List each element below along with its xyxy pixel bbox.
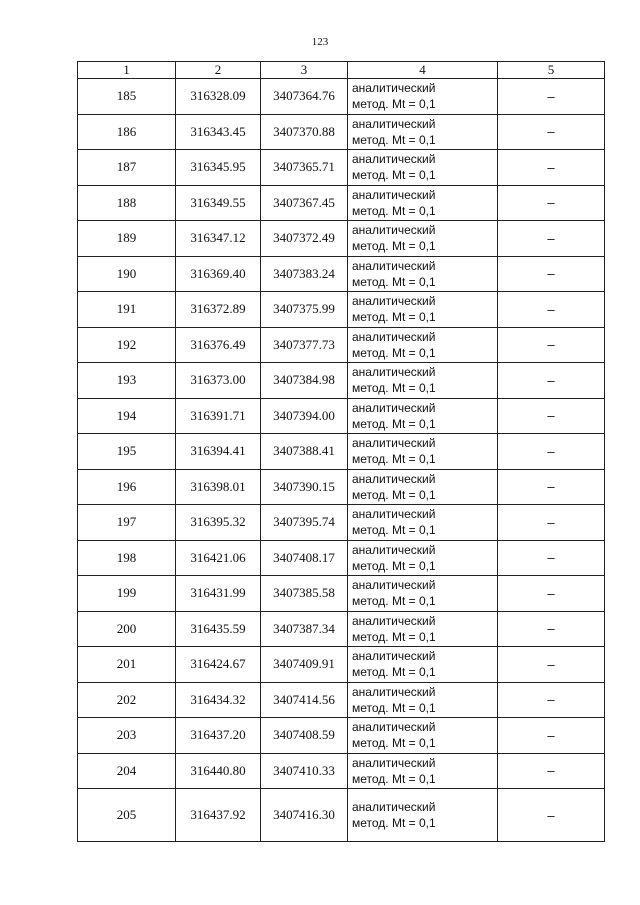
method-line-2: метод. Mt = 0,1 [352, 736, 436, 751]
y-coordinate-cell: 3407377.73 [261, 327, 348, 363]
y-coordinate-cell: 3407372.49 [261, 221, 348, 257]
method-cell [348, 150, 498, 186]
method-line-2: метод. Mt = 0,1 [352, 239, 436, 254]
method-line-1: аналитический [352, 152, 436, 167]
x-coordinate-cell: 316373.00 [176, 363, 261, 399]
note-cell: – [498, 221, 605, 257]
x-coordinate-cell: 316328.09 [176, 79, 261, 115]
x-coordinate-cell: 316435.59 [176, 611, 261, 647]
method-line-1: аналитический [352, 329, 436, 344]
note-cell: – [498, 292, 605, 328]
method-cell [348, 185, 498, 221]
table-row [78, 79, 605, 115]
x-coordinate-cell: 316437.20 [176, 718, 261, 754]
method-cell [348, 611, 498, 647]
method-cell [348, 682, 498, 718]
point-number-cell: 189 [78, 221, 176, 257]
method-line-2: метод. Mt = 0,1 [352, 345, 436, 360]
method-line-1: аналитический [352, 258, 436, 273]
table-row [78, 185, 605, 221]
method-cell [348, 221, 498, 257]
x-coordinate-cell: 316395.32 [176, 505, 261, 541]
method-cell [348, 505, 498, 541]
y-coordinate-cell: 3407395.74 [261, 505, 348, 541]
method-line-1: аналитический [352, 116, 436, 131]
method-line-1: аналитический [352, 542, 436, 557]
y-coordinate-cell: 3407365.71 [261, 150, 348, 186]
y-coordinate-cell: 3407390.15 [261, 469, 348, 505]
method-line-2: метод. Mt = 0,1 [352, 310, 436, 325]
method-line-2: метод. Mt = 0,1 [352, 816, 436, 830]
method-line-1: аналитический [352, 223, 436, 238]
method-line-2: метод. Mt = 0,1 [352, 274, 436, 289]
note-cell: – [498, 576, 605, 612]
x-coordinate-cell: 316421.06 [176, 540, 261, 576]
method-cell [348, 540, 498, 576]
method-line-1: аналитический [352, 684, 436, 699]
point-number-cell: 188 [78, 185, 176, 221]
note-cell: – [498, 753, 605, 789]
note-cell: – [498, 611, 605, 647]
point-number-cell: 195 [78, 434, 176, 470]
method-line-2: метод. Mt = 0,1 [352, 132, 436, 147]
note-cell: – [498, 185, 605, 221]
point-number-cell: 196 [78, 469, 176, 505]
column-header-4: 4 [348, 62, 498, 79]
note-cell: – [498, 682, 605, 718]
x-coordinate-cell: 316424.67 [176, 647, 261, 683]
x-coordinate-cell: 316369.40 [176, 256, 261, 292]
method-line-1: аналитический [352, 578, 436, 593]
column-header-2: 2 [176, 62, 261, 79]
point-number-cell: 193 [78, 363, 176, 399]
method-cell [348, 79, 498, 115]
table-row [78, 789, 605, 842]
x-coordinate-cell: 316376.49 [176, 327, 261, 363]
method-line-1: аналитический [352, 294, 436, 309]
y-coordinate-cell: 3407409.91 [261, 647, 348, 683]
point-number-cell: 185 [78, 79, 176, 115]
method-cell [348, 469, 498, 505]
method-line-2: метод. Mt = 0,1 [352, 452, 436, 467]
x-coordinate-cell: 316431.99 [176, 576, 261, 612]
table-row [78, 256, 605, 292]
note-cell: – [498, 363, 605, 399]
point-number-cell: 198 [78, 540, 176, 576]
method-cell [348, 114, 498, 150]
y-coordinate-cell: 3407367.45 [261, 185, 348, 221]
method-line-1: аналитический [352, 649, 436, 664]
method-line-2: метод. Mt = 0,1 [352, 629, 436, 644]
method-line-2: метод. Mt = 0,1 [352, 416, 436, 431]
y-coordinate-cell: 3407384.98 [261, 363, 348, 399]
table-body [78, 79, 605, 842]
table-row [78, 327, 605, 363]
method-line-1: аналитический [352, 81, 436, 96]
y-coordinate-cell: 3407394.00 [261, 398, 348, 434]
table-row [78, 221, 605, 257]
table-header-row [78, 62, 605, 79]
method-line-1: аналитический [352, 507, 436, 522]
y-coordinate-cell: 3407364.76 [261, 79, 348, 115]
y-coordinate-cell: 3407387.34 [261, 611, 348, 647]
y-coordinate-cell: 3407385.58 [261, 576, 348, 612]
point-number-cell: 197 [78, 505, 176, 541]
method-line-2: метод. Mt = 0,1 [352, 168, 436, 183]
method-line-1: аналитический [352, 755, 436, 770]
method-line-1: аналитический [352, 436, 436, 451]
method-line-2: метод. Mt = 0,1 [352, 665, 436, 680]
note-cell: – [498, 718, 605, 754]
method-cell [348, 434, 498, 470]
method-cell [348, 718, 498, 754]
x-coordinate-cell: 316343.45 [176, 114, 261, 150]
column-header-1: 1 [78, 62, 176, 79]
x-coordinate-cell: 316391.71 [176, 398, 261, 434]
method-line-1: аналитический [352, 800, 436, 814]
method-cell [348, 753, 498, 789]
method-line-1: аналитический [352, 471, 436, 486]
table-row [78, 753, 605, 789]
point-number-cell: 200 [78, 611, 176, 647]
point-number-cell: 194 [78, 398, 176, 434]
method-cell [348, 647, 498, 683]
method-cell [348, 363, 498, 399]
table-row [78, 469, 605, 505]
table-row [78, 576, 605, 612]
table-row [78, 363, 605, 399]
y-coordinate-cell: 3407375.99 [261, 292, 348, 328]
point-number-cell: 199 [78, 576, 176, 612]
note-cell: – [498, 256, 605, 292]
method-cell [348, 789, 498, 842]
point-number-cell: 205 [78, 789, 176, 842]
method-line-1: аналитический [352, 187, 436, 202]
y-coordinate-cell: 3407416.30 [261, 789, 348, 842]
point-number-cell: 202 [78, 682, 176, 718]
x-coordinate-cell: 316434.32 [176, 682, 261, 718]
method-line-2: метод. Mt = 0,1 [352, 771, 436, 786]
note-cell: – [498, 79, 605, 115]
point-number-cell: 191 [78, 292, 176, 328]
point-number-cell: 204 [78, 753, 176, 789]
method-line-2: метод. Mt = 0,1 [352, 97, 436, 112]
x-coordinate-cell: 316437.92 [176, 789, 261, 842]
note-cell: – [498, 789, 605, 842]
y-coordinate-cell: 3407388.41 [261, 434, 348, 470]
method-line-2: метод. Mt = 0,1 [352, 558, 436, 573]
method-line-2: метод. Mt = 0,1 [352, 594, 436, 609]
table-row [78, 505, 605, 541]
y-coordinate-cell: 3407370.88 [261, 114, 348, 150]
coordinates-table [77, 61, 605, 842]
x-coordinate-cell: 316394.41 [176, 434, 261, 470]
x-coordinate-cell: 316372.89 [176, 292, 261, 328]
table-row [78, 540, 605, 576]
point-number-cell: 201 [78, 647, 176, 683]
note-cell: – [498, 505, 605, 541]
point-number-cell: 192 [78, 327, 176, 363]
method-line-1: аналитический [352, 720, 436, 735]
y-coordinate-cell: 3407408.59 [261, 718, 348, 754]
method-line-1: аналитический [352, 365, 436, 380]
method-line-1: аналитический [352, 613, 436, 628]
table-row [78, 682, 605, 718]
point-number-cell: 187 [78, 150, 176, 186]
x-coordinate-cell: 316440.80 [176, 753, 261, 789]
y-coordinate-cell: 3407408.17 [261, 540, 348, 576]
table-row [78, 398, 605, 434]
page-number: 123 [311, 36, 329, 48]
table-row [78, 114, 605, 150]
method-cell [348, 576, 498, 612]
point-number-cell: 190 [78, 256, 176, 292]
method-line-2: метод. Mt = 0,1 [352, 203, 436, 218]
method-line-2: метод. Mt = 0,1 [352, 523, 436, 538]
column-header-5: 5 [498, 62, 605, 79]
method-cell [348, 327, 498, 363]
method-cell [348, 398, 498, 434]
note-cell: – [498, 150, 605, 186]
method-line-1: аналитический [352, 400, 436, 415]
x-coordinate-cell: 316345.95 [176, 150, 261, 186]
x-coordinate-cell: 316347.12 [176, 221, 261, 257]
table-row [78, 611, 605, 647]
note-cell: – [498, 540, 605, 576]
y-coordinate-cell: 3407410.33 [261, 753, 348, 789]
note-cell: – [498, 398, 605, 434]
note-cell: – [498, 114, 605, 150]
method-line-2: метод. Mt = 0,1 [352, 700, 436, 715]
note-cell: – [498, 327, 605, 363]
x-coordinate-cell: 316349.55 [176, 185, 261, 221]
y-coordinate-cell: 3407414.56 [261, 682, 348, 718]
method-cell [348, 292, 498, 328]
table-row [78, 718, 605, 754]
table-row [78, 434, 605, 470]
x-coordinate-cell: 316398.01 [176, 469, 261, 505]
column-header-3: 3 [261, 62, 348, 79]
y-coordinate-cell: 3407383.24 [261, 256, 348, 292]
method-cell [348, 256, 498, 292]
point-number-cell: 186 [78, 114, 176, 150]
note-cell: – [498, 647, 605, 683]
table-row [78, 292, 605, 328]
table-row [78, 150, 605, 186]
note-cell: – [498, 469, 605, 505]
method-line-2: метод. Mt = 0,1 [352, 487, 436, 502]
point-number-cell: 203 [78, 718, 176, 754]
method-line-2: метод. Mt = 0,1 [352, 381, 436, 396]
note-cell: – [498, 434, 605, 470]
table-row [78, 647, 605, 683]
